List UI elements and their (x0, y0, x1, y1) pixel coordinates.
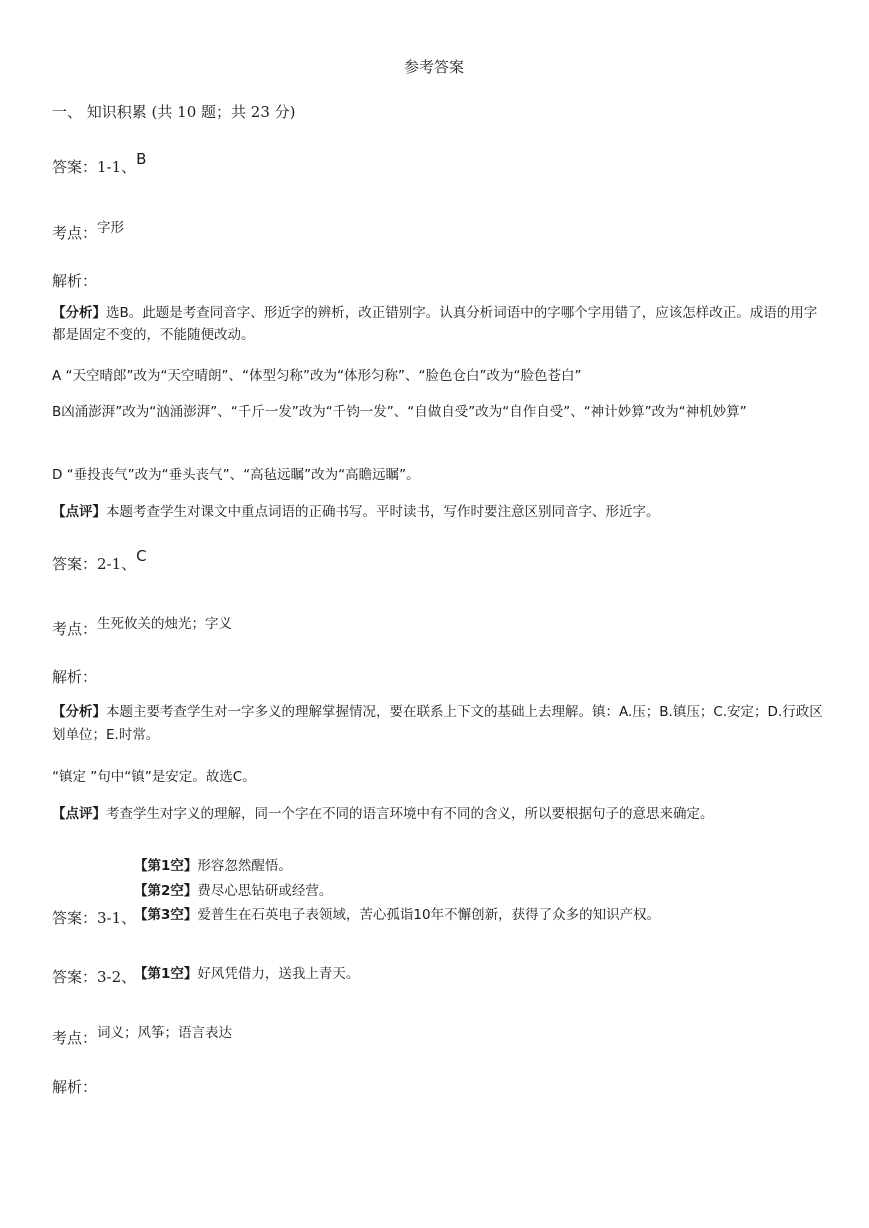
blank-text: 爱普生在石英电子表领域，苦心孤诣10年不懈创新，获得了众多的知识产权。 (197, 907, 661, 923)
blank-tag: 【第1空】 (134, 966, 198, 982)
jiexi-label-2: 解析： (52, 668, 98, 686)
kaodian-2 (52, 612, 233, 638)
answer-label: 答案：2-1、 (52, 555, 137, 573)
answer-value: C (136, 547, 147, 565)
blank-tag: 【第2空】 (134, 883, 198, 899)
jiexi-label-3: 解析： (52, 1078, 98, 1096)
page-title: 参考答案 (404, 58, 465, 76)
kaodian-label: 考点： (52, 224, 98, 242)
kaodian-value: 生死攸关的烛光；字义 (97, 616, 233, 632)
blank-text: 形容忽然醒悟。 (197, 858, 292, 874)
section-heading: 一、 知识积累 (共 10 题；共 23 分) (52, 103, 296, 121)
kaodian-label: 考点： (52, 1029, 98, 1047)
answer-1-1 (52, 150, 147, 177)
fenxi-text: 本题主要考查学生对一字多义的理解掌握情况，要在联系上下文的基础上去理解。镇：A.压；B.镇压；C.安定；D.行政区划单位；E.时常。 (52, 704, 823, 743)
kaodian-1 (52, 216, 125, 242)
correction-b: B凶涌澎湃”改为“汹涌澎湃”、“千斤一发”改为“千钧一发”、“自做自受”改为“自作自受”、“神计妙算”改为“神机妙算” (52, 404, 747, 420)
blank-2 (134, 879, 332, 899)
fenxi-1 (52, 302, 824, 346)
dianping-tag: 【点评】 (52, 806, 106, 822)
dianping-tag: 【点评】 (52, 504, 106, 520)
answer-3-2 (134, 962, 359, 982)
answer-label: 答案：1-1、 (52, 158, 137, 176)
conclusion-2: “镇定 ”句中“镇”是安定。故选C。 (52, 769, 256, 785)
kaodian-value: 词义；风筝；语言表达 (97, 1025, 233, 1041)
blank-text: 费尽心思钻研或经营。 (197, 883, 333, 899)
jiexi-label-1: 解析： (52, 272, 98, 290)
fenxi-text: 选B。此题是考查同音字、形近字的辨析，改正错别字。认真分析词语中的字哪个字用错了，应该怎样改正。成语的用字都是固定不变的，不能随便改动。 (52, 305, 818, 343)
kaodian-3 (52, 1021, 233, 1047)
answer-3-2-label: 答案：3-2、 (52, 968, 137, 986)
fenxi-tag: 【分析】 (52, 704, 106, 720)
correction-d: D “垂投丧气”改为“垂头丧气”、“高毡远瞩”改为“高瞻远瞩”。 (52, 467, 420, 483)
dianping-2 (52, 802, 714, 822)
blank-text: 好风凭借力，送我上青天。 (197, 966, 360, 982)
kaodian-value: 字形 (97, 220, 125, 236)
answer-2-1 (52, 547, 147, 574)
fenxi-2 (52, 701, 826, 747)
answer-value: B (136, 150, 147, 168)
dianping-1 (52, 500, 660, 520)
fenxi-tag: 【分析】 (52, 305, 106, 321)
dianping-text: 本题考查学生对课文中重点词语的正确书写。平时读书，写作时要注意区别同音字、形近字。 (106, 504, 660, 520)
dianping-text: 考查学生对字义的理解，同一个字在不同的语言环境中有不同的含义，所以要根据句子的意思来确定。 (106, 806, 714, 822)
blank-3 (134, 903, 660, 923)
blank-tag: 【第3空】 (134, 907, 198, 923)
blank-tag: 【第1空】 (134, 858, 198, 874)
blank-1 (134, 854, 292, 874)
kaodian-label: 考点： (52, 620, 98, 638)
answer-3-1-label: 答案：3-1、 (52, 909, 137, 927)
correction-a: A “天空晴郎”改为“天空晴朗”、“体型匀称”改为“体形匀称”、“脸色仓白”改为“脸色苍白” (52, 368, 582, 384)
